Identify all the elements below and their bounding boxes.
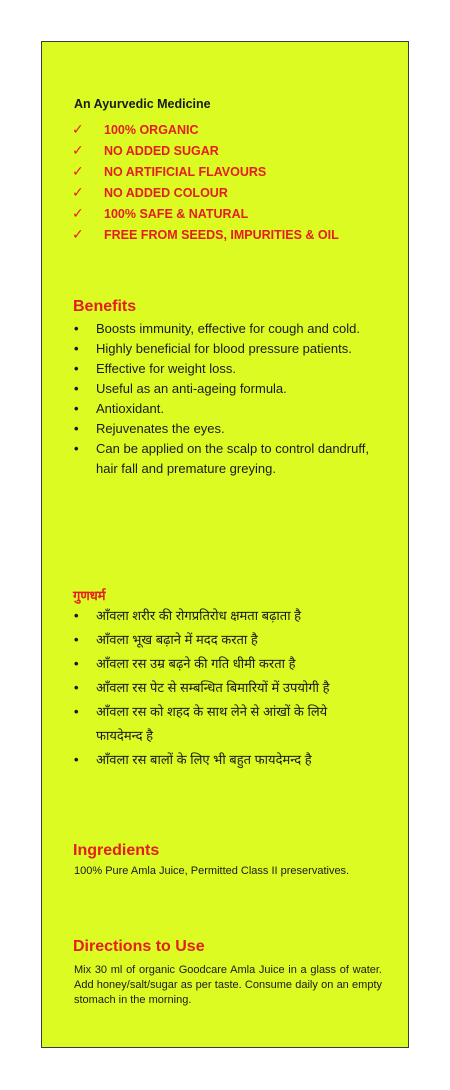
bullet-icon: • bbox=[74, 341, 79, 356]
bullet-icon: • bbox=[74, 421, 79, 436]
list-item-text: आँवला रस उम्र बढ़ने की गति धीमी करता है bbox=[96, 656, 296, 671]
check-item bbox=[72, 203, 339, 224]
check-item-label: 100% ORGANIC bbox=[104, 122, 199, 137]
feature-checklist bbox=[72, 119, 339, 245]
list-item bbox=[74, 399, 374, 419]
list-item-text: आँवला रस बालों के लिए भी बहुत फायदेमन्द है bbox=[96, 752, 312, 767]
list-item-text: आँवला रस पेट से सम्बन्धित बिमारियों में उपयोगी है bbox=[96, 680, 330, 695]
check-item-label: 100% SAFE & NATURAL bbox=[104, 206, 249, 221]
bullet-icon: • bbox=[74, 401, 79, 416]
benefits-list bbox=[74, 319, 374, 479]
list-item-text: Rejuvenates the eyes. bbox=[96, 421, 225, 436]
check-item bbox=[72, 140, 339, 161]
checkmark-icon: ✓ bbox=[72, 142, 84, 158]
list-item-text: आँवला शरीर की रोगप्रतिरोध क्षमता बढ़ाता है bbox=[96, 608, 302, 623]
check-item-label: FREE FROM SEEDS, IMPURITIES & OIL bbox=[104, 227, 339, 242]
checkmark-icon: ✓ bbox=[72, 184, 84, 200]
bullet-icon: • bbox=[74, 361, 79, 376]
list-item bbox=[74, 319, 374, 339]
check-item-label: NO ARTIFICIAL FLAVOURS bbox=[104, 164, 267, 179]
check-item bbox=[72, 182, 339, 203]
intro-title: An Ayurvedic Medicine bbox=[74, 97, 211, 111]
list-item-text: Can be applied on the scalp to control dandruff, hair fall and premature greying. bbox=[96, 441, 369, 476]
bullet-icon: • bbox=[74, 632, 79, 647]
list-item-text: Useful as an anti-ageing formula. bbox=[96, 381, 287, 396]
list-item-text: आँवला रस को शहद के साथ लेने से आंखों के लिये फायदेमन्द है bbox=[96, 704, 328, 743]
product-label-panel bbox=[41, 41, 409, 1048]
checkmark-icon: ✓ bbox=[72, 226, 84, 242]
list-item bbox=[74, 748, 374, 772]
bullet-icon: • bbox=[74, 680, 79, 695]
bullet-icon: • bbox=[74, 381, 79, 396]
list-item bbox=[74, 419, 374, 439]
checkmark-icon: ✓ bbox=[72, 163, 84, 179]
list-item bbox=[74, 359, 374, 379]
check-item-label: NO ADDED SUGAR bbox=[104, 143, 219, 158]
bullet-icon: • bbox=[74, 321, 79, 336]
list-item-text: Effective for weight loss. bbox=[96, 361, 236, 376]
directions-heading: Directions to Use bbox=[73, 938, 205, 955]
bullet-icon: • bbox=[74, 704, 79, 719]
list-item bbox=[74, 700, 374, 748]
bullet-icon: • bbox=[74, 608, 79, 623]
ingredients-text: 100% Pure Amla Juice, Permitted Class II preservatives. bbox=[74, 865, 350, 877]
list-item bbox=[74, 652, 374, 676]
check-item-label: NO ADDED COLOUR bbox=[104, 185, 228, 200]
bullet-icon: • bbox=[74, 752, 79, 767]
list-item bbox=[74, 379, 374, 399]
list-item bbox=[74, 676, 374, 700]
list-item bbox=[74, 339, 374, 359]
check-item bbox=[72, 224, 339, 245]
gundharm-list bbox=[74, 604, 374, 772]
bullet-icon: • bbox=[74, 441, 79, 456]
list-item-text: Boosts immunity, effective for cough and cold. bbox=[96, 321, 360, 336]
list-item bbox=[74, 439, 374, 479]
list-item-text: Highly beneficial for blood pressure patients. bbox=[96, 341, 352, 356]
ingredients-heading: Ingredients bbox=[73, 842, 160, 859]
gundharm-heading: गुणधर्म bbox=[73, 588, 106, 603]
list-item-text: Antioxidant. bbox=[96, 401, 164, 416]
check-item bbox=[72, 119, 339, 140]
directions-text: Mix 30 ml of organic Goodcare Amla Juice in a glass of water. Add honey/salt/sugar as per taste. Consume daily on an empty stomach in the morning. bbox=[74, 964, 382, 1006]
bullet-icon: • bbox=[74, 656, 79, 671]
checkmark-icon: ✓ bbox=[72, 121, 84, 137]
benefits-heading: Benefits bbox=[73, 298, 137, 315]
list-item bbox=[74, 604, 374, 628]
check-item bbox=[72, 161, 339, 182]
checkmark-icon: ✓ bbox=[72, 205, 84, 221]
list-item-text: आँवला भूख बढ़ाने में मदद करता है bbox=[96, 632, 258, 647]
list-item bbox=[74, 628, 374, 652]
